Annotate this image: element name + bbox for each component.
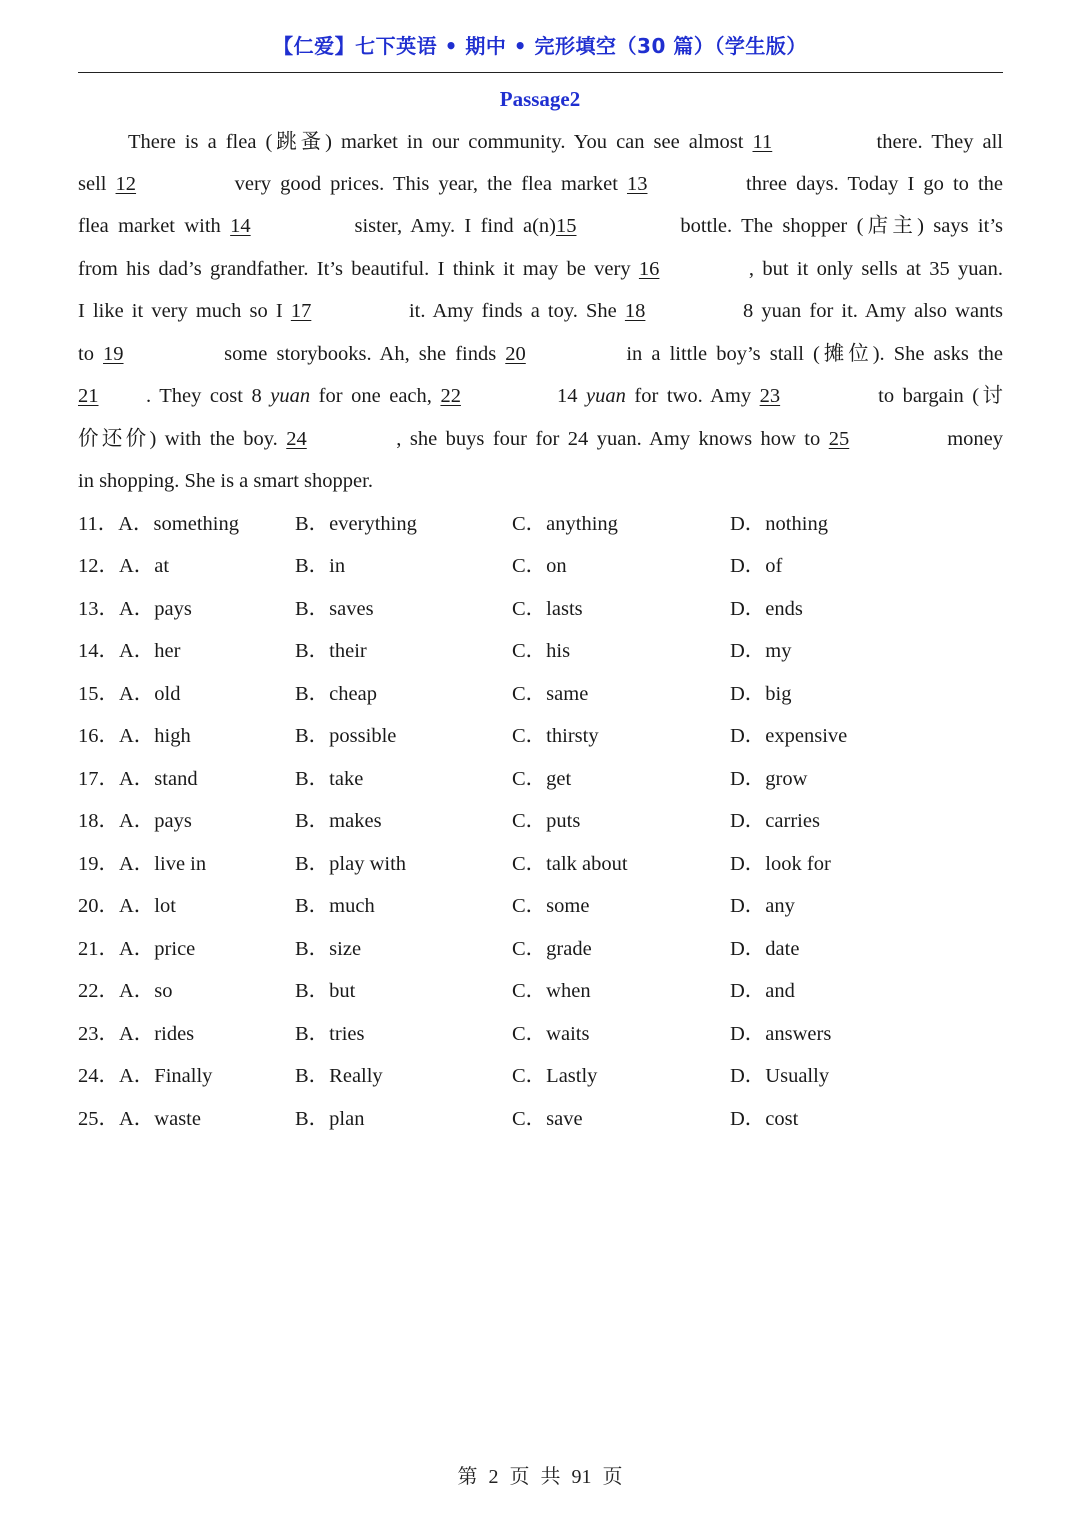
question-option-d: D．any bbox=[730, 895, 795, 917]
question-option-a: 20．A．lot bbox=[78, 895, 176, 917]
passage-line-2: sell 12 very good prices. This year, the flea market 13 three days. Today I go to the bbox=[78, 169, 1003, 199]
question-25 bbox=[78, 1104, 1003, 1134]
question-option-c: C．grade bbox=[512, 938, 592, 960]
blank-19: 19 bbox=[103, 343, 124, 365]
question-option-a: 15．A．old bbox=[78, 683, 181, 705]
question-option-c: C．Lastly bbox=[512, 1065, 598, 1087]
question-option-c: C．save bbox=[512, 1108, 583, 1130]
question-option-b: B．play with bbox=[295, 853, 407, 875]
question-option-b: B．take bbox=[295, 768, 364, 790]
question-option-c: C．same bbox=[512, 683, 589, 705]
passage-line-5: I like it very much so I 17 it. Amy finds a toy. She 18 8 yuan for it. Amy also wants bbox=[78, 296, 1003, 326]
question-option-b: B．cheap bbox=[295, 683, 377, 705]
question-19 bbox=[78, 849, 1003, 879]
question-option-c: C．talk about bbox=[512, 853, 628, 875]
question-option-d: D．carries bbox=[730, 810, 820, 832]
question-13 bbox=[78, 594, 1003, 624]
question-option-d: D．big bbox=[730, 683, 792, 705]
passage-line-4: from his dad’s grandfather. It’s beautiful. I think it may be very 16 , but it only sells at 35 yuan. bbox=[78, 254, 1003, 284]
blank-24: 24 bbox=[286, 428, 307, 450]
passage-line-1: There is a flea (跳蚤) market in our community. You can see almost 11 there. They all bbox=[128, 127, 1003, 157]
passage-line-8: 价还价) with the boy. 24 , she buys four for 24 yuan. Amy knows how to 25 money bbox=[78, 424, 1003, 454]
question-option-b: B．in bbox=[295, 555, 346, 577]
question-option-a: 12．A．at bbox=[78, 555, 170, 577]
question-12 bbox=[78, 551, 1003, 581]
question-22 bbox=[78, 976, 1003, 1006]
passage-line-3: flea market with 14 sister, Amy. I find a(n)15 bottle. The shopper (店主) says it’s bbox=[78, 211, 1003, 241]
question-option-d: D．of bbox=[730, 555, 783, 577]
passage-title: Passage2 bbox=[499, 87, 581, 111]
question-option-a: 25．A．waste bbox=[78, 1108, 201, 1130]
question-21 bbox=[78, 934, 1003, 964]
question-option-c: C．waits bbox=[512, 1023, 590, 1045]
question-option-c: C．anything bbox=[512, 513, 618, 535]
header-divider bbox=[78, 72, 1003, 73]
question-option-a: 17．A．stand bbox=[78, 768, 198, 790]
question-option-a: 14．A．her bbox=[78, 640, 181, 662]
question-option-d: D．Usually bbox=[730, 1065, 830, 1087]
question-option-c: C．puts bbox=[512, 810, 581, 832]
question-option-a: 13．A．pays bbox=[78, 598, 192, 620]
passage-line-6: to 19 some storybooks. Ah, she finds 20 in a little boy’s stall (摊位). She asks the bbox=[78, 339, 1003, 369]
question-option-b: B．but bbox=[295, 980, 356, 1002]
question-16 bbox=[78, 721, 1003, 751]
question-15 bbox=[78, 679, 1003, 709]
question-option-d: D．date bbox=[730, 938, 800, 960]
question-24 bbox=[78, 1061, 1003, 1091]
question-option-c: C．some bbox=[512, 895, 590, 917]
question-option-d: D．and bbox=[730, 980, 795, 1002]
question-option-c: C．his bbox=[512, 640, 571, 662]
question-option-d: D．answers bbox=[730, 1023, 832, 1045]
passage-line-9: in shopping. She is a smart shopper. bbox=[78, 470, 373, 492]
question-option-d: D．ends bbox=[730, 598, 803, 620]
question-option-b: B．tries bbox=[295, 1023, 365, 1045]
question-option-a: 16．A．high bbox=[78, 725, 191, 747]
question-option-c: C．when bbox=[512, 980, 591, 1002]
question-option-a: 24．A．Finally bbox=[78, 1065, 213, 1087]
question-option-b: B．saves bbox=[295, 598, 374, 620]
blank-15: 15 bbox=[555, 215, 577, 237]
blank-11: 11 bbox=[752, 131, 773, 153]
question-option-b: B．plan bbox=[295, 1108, 365, 1130]
blank-17: 17 bbox=[290, 300, 312, 322]
blank-25: 25 bbox=[828, 428, 850, 450]
question-option-c: C．get bbox=[512, 768, 572, 790]
question-option-a: 11．A．something bbox=[78, 513, 239, 535]
question-option-a: 18．A．pays bbox=[78, 810, 192, 832]
blank-16: 16 bbox=[638, 258, 660, 280]
question-option-a: 19．A．live in bbox=[78, 853, 207, 875]
question-option-c: C．thirsty bbox=[512, 725, 599, 747]
question-option-a: 21．A．price bbox=[78, 938, 196, 960]
question-option-b: B．size bbox=[295, 938, 362, 960]
blank-22: 22 bbox=[440, 385, 461, 407]
blank-20: 20 bbox=[505, 343, 526, 365]
question-option-c: C．on bbox=[512, 555, 567, 577]
question-option-d: D．grow bbox=[730, 768, 808, 790]
question-option-d: D．expensive bbox=[730, 725, 848, 747]
question-option-b: B．everything bbox=[295, 513, 417, 535]
question-23 bbox=[78, 1019, 1003, 1049]
blank-13: 13 bbox=[626, 173, 648, 195]
blank-21: 21 bbox=[78, 385, 99, 407]
question-option-d: D．cost bbox=[730, 1108, 799, 1130]
document-header: 【仁爱】七下英语 • 期中 • 完形填空（30 篇）（学生版） bbox=[273, 34, 807, 58]
question-option-b: B．makes bbox=[295, 810, 382, 832]
question-11 bbox=[78, 509, 1003, 539]
question-option-b: B．Really bbox=[295, 1065, 383, 1087]
question-option-d: D．look for bbox=[730, 853, 831, 875]
blank-23: 23 bbox=[759, 385, 781, 407]
question-14 bbox=[78, 636, 1003, 666]
question-option-d: D．my bbox=[730, 640, 792, 662]
question-20 bbox=[78, 891, 1003, 921]
question-option-d: D．nothing bbox=[730, 513, 828, 535]
question-option-b: B．much bbox=[295, 895, 375, 917]
question-17 bbox=[78, 764, 1003, 794]
question-option-a: 23．A．rides bbox=[78, 1023, 195, 1045]
question-option-b: B．their bbox=[295, 640, 367, 662]
question-option-b: B．possible bbox=[295, 725, 397, 747]
question-option-a: 22．A．so bbox=[78, 980, 173, 1002]
blank-14: 14 bbox=[230, 215, 251, 237]
blank-18: 18 bbox=[624, 300, 646, 322]
question-option-c: C．lasts bbox=[512, 598, 583, 620]
blank-12: 12 bbox=[115, 173, 137, 195]
passage-line-7: 21 . They cost 8 yuan for one each, 22 14 yuan for two. Amy 23 to bargain (讨 bbox=[78, 381, 1003, 411]
question-18 bbox=[78, 806, 1003, 836]
page-footer: 第 2 页 共 91 页 bbox=[457, 1466, 623, 1488]
